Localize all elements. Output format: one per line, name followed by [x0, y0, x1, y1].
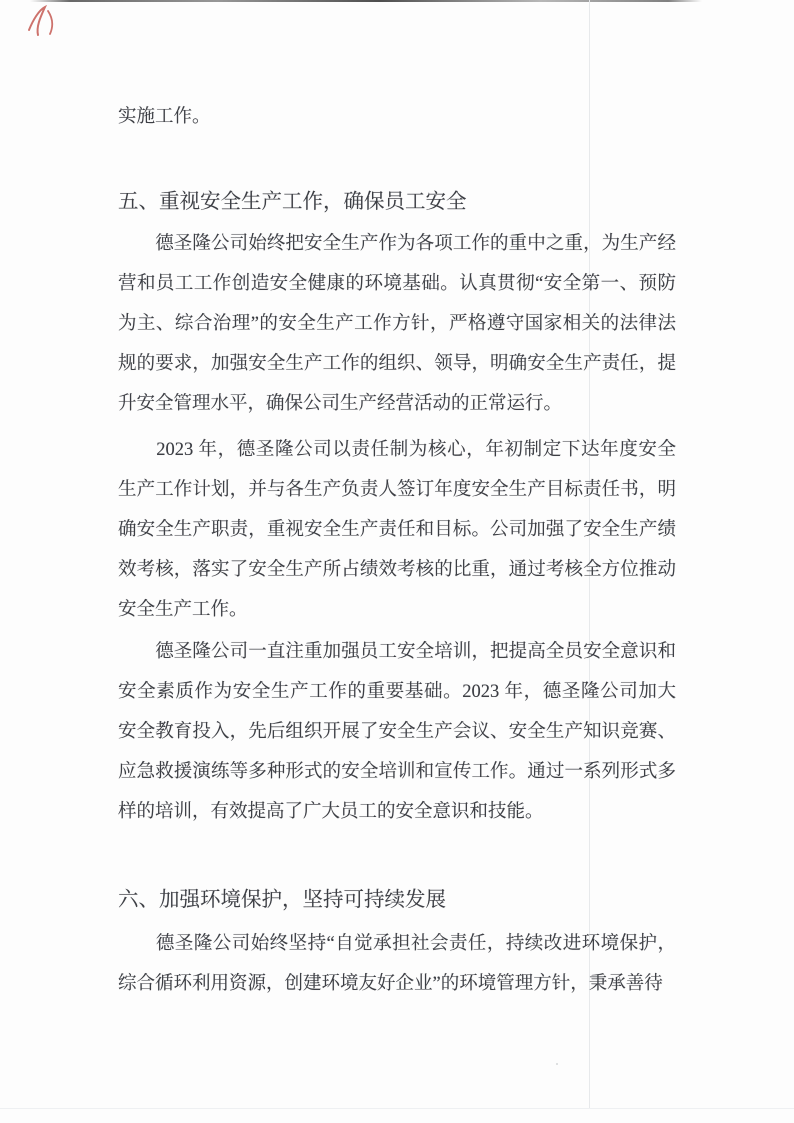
section-5-paragraph-2	[118, 430, 676, 630]
text-line: 样的培训，有效提高了广大员工的安全意识和技能。	[118, 802, 544, 822]
section-5-paragraph-3	[118, 632, 676, 832]
text-line: 综合循环利用资源，创建环境友好企业”的环境管理方针，秉承善待	[118, 974, 663, 994]
text-line: 确安全生产职责，重视安全生产责任和目标。公司加强了安全生产绩	[118, 520, 676, 540]
text-line: 安全教育投入，先后组织开展了安全生产会议、安全生产知识竞赛、	[118, 722, 676, 742]
text-line: 德圣隆公司一直注重加强员工安全培训，把提高全员安全意识和	[118, 642, 676, 662]
text-line: 德圣隆公司始终坚持“自觉承担社会责任，持续改进环境保护，	[118, 934, 676, 954]
section-5-heading: 五、重视安全生产工作，确保员工安全	[118, 191, 467, 213]
text-line: 安全生产工作。	[118, 600, 248, 620]
scan-top-edge-line	[30, 0, 702, 2]
text-line: 生产工作计划，并与各生产负责人签订年度安全生产目标责任书，明	[118, 480, 676, 500]
text-line: 德圣隆公司始终把安全生产作为各项工作的重中之重，为生产经	[118, 234, 676, 254]
scan-speck	[556, 1063, 558, 1065]
text-line: 为主、综合治理”的安全生产工作方针，严格遵守国家相关的法律法	[118, 314, 676, 334]
text-line: 效考核，落实了安全生产所占绩效考核的比重，通过考核全方位推动	[118, 560, 676, 580]
scan-bottom-edge-line	[0, 1108, 794, 1109]
section-6-paragraph-1	[118, 924, 676, 1004]
red-pen-scribble-icon	[24, 2, 62, 44]
text-line: 安全素质作为安全生产工作的重要基础。2023 年，德圣隆公司加大	[118, 682, 676, 702]
text-line: 升安全管理水平，确保公司生产经营活动的正常运行。	[118, 394, 563, 414]
section-5-paragraph-1	[118, 224, 676, 424]
closing-paragraph-line: 实施工作。	[118, 107, 211, 127]
section-6-heading: 六、加强环境保护，坚持可持续发展	[118, 889, 446, 911]
text-line: 2023 年，德圣隆公司以责任制为核心，年初制定下达年度安全	[118, 440, 676, 460]
text-line: 应急救援演练等多种形式的安全培训和宣传工作。通过一系列形式多	[118, 762, 676, 782]
text-line: 规的要求，加强安全生产工作的组织、领导，明确安全生产责任，提	[118, 354, 676, 374]
text-line: 营和员工工作创造安全健康的环境基础。认真贯彻“安全第一、预防	[118, 274, 676, 294]
